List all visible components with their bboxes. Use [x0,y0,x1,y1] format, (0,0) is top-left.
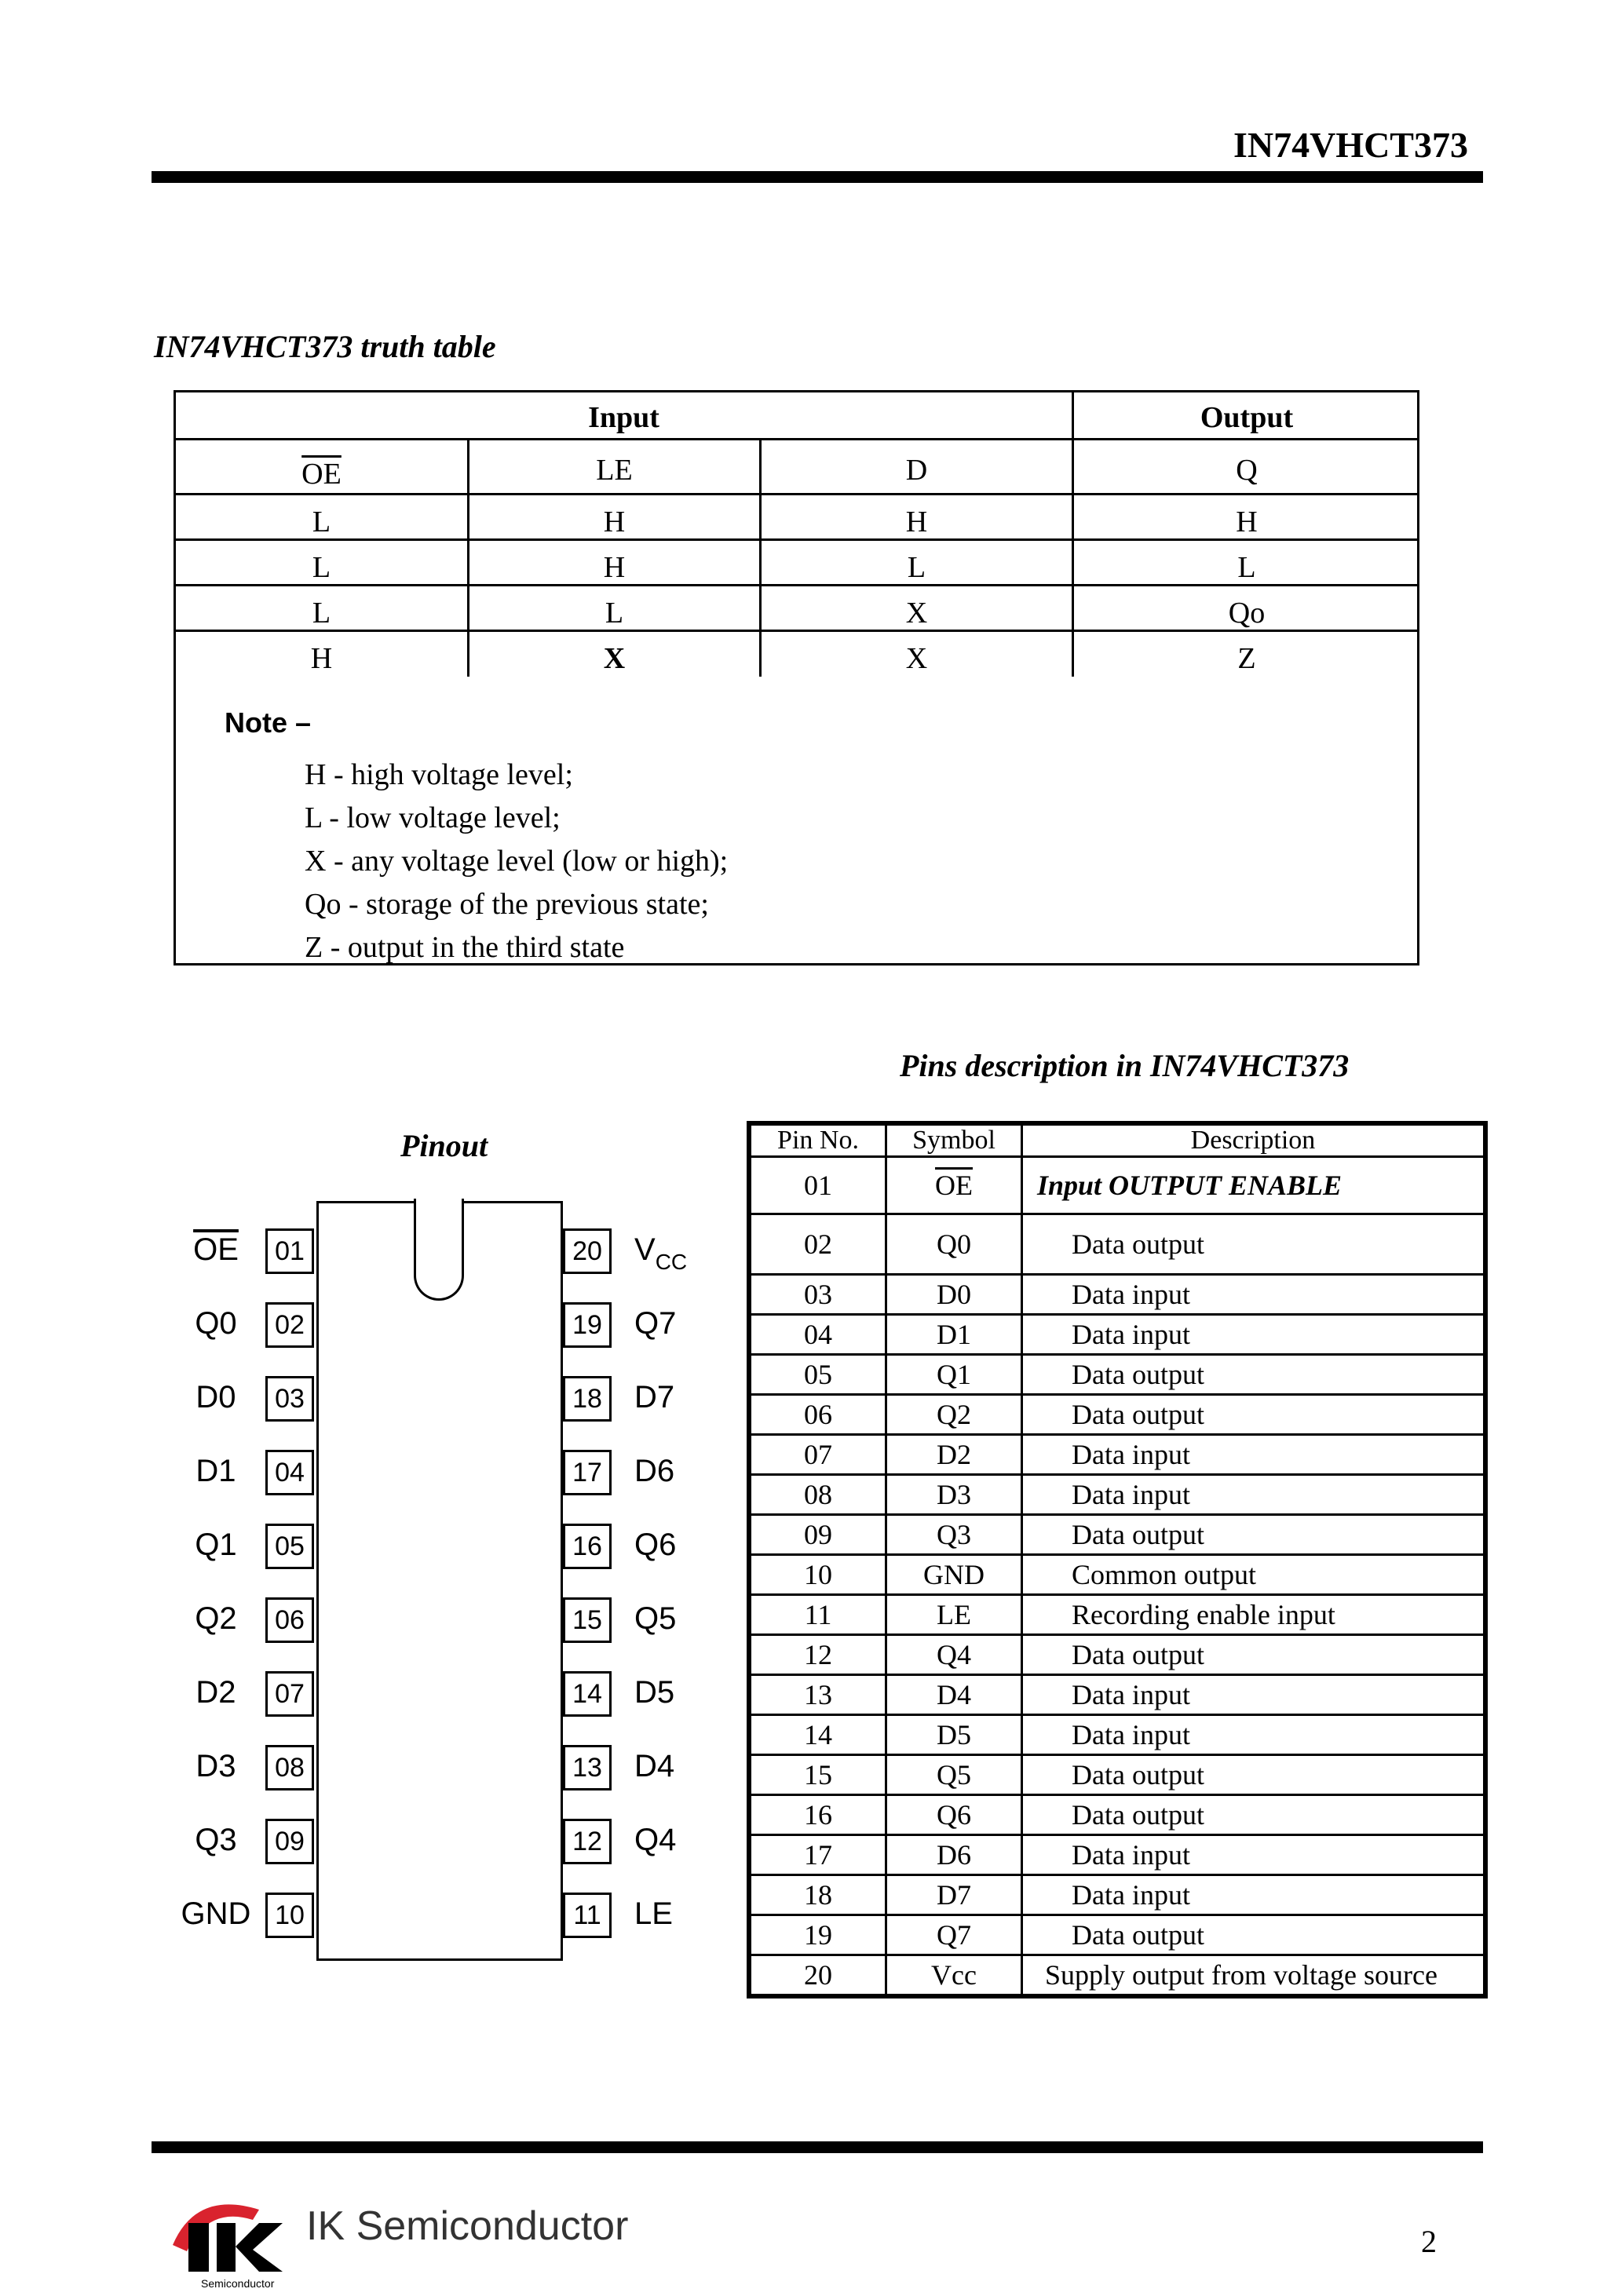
tt-cell: L [312,506,331,538]
symbol-cell: Q0 [886,1214,1022,1275]
pin-label [634,1675,674,1710]
pin-number-box: 08 [265,1745,314,1790]
pin-no-cell: 20 [751,1955,886,1995]
pin-number-box: 15 [563,1597,612,1643]
symbol-cell: Q1 [886,1355,1022,1395]
pin-label [634,1232,687,1275]
truth-table-title: IN74VHCT373 truth table [154,329,496,364]
description-cell: Recording enable input [1022,1595,1485,1635]
pin-number-box: 09 [265,1819,314,1864]
pins-table-row [751,1795,1485,1835]
pins-table-row [751,1157,1485,1214]
pins-table-row [751,1355,1485,1395]
pin-number-box: 01 [265,1228,314,1274]
symbol-cell: D4 [886,1675,1022,1715]
pins-table-row [751,1515,1485,1555]
document-title: IN74VHCT373 [1233,125,1468,165]
pin-number-box: 16 [563,1524,612,1569]
pin-number-box: 17 [563,1450,612,1495]
pin-number-box: 11 [563,1893,612,1938]
note-line: Z - output in the third state [305,931,625,964]
symbol-cell: Vcc [886,1955,1022,1995]
tt-cell: L [907,551,926,584]
pins-table-row [751,1755,1485,1795]
pin-label: D1 [195,1454,236,1488]
pins-table-row [751,1214,1485,1275]
pin-no-cell: 19 [751,1915,886,1955]
pin-number-box: 19 [563,1302,612,1348]
symbol-cell: D2 [886,1435,1022,1475]
pins-table-row [751,1715,1485,1755]
tt-cell: H [1236,506,1258,538]
pin-number-box: 20 [563,1228,612,1274]
description-cell: Data input [1022,1835,1485,1875]
pin-number-box: 04 [265,1450,314,1495]
symbol-cell: Q7 [886,1915,1022,1955]
pin-label [634,1528,676,1563]
description-cell: Data output [1022,1635,1485,1675]
pin-no-cell: 14 [751,1715,886,1755]
symbol-cell: D7 [886,1875,1022,1915]
footer-rule [152,2141,1483,2153]
pin-no-cell: 08 [751,1475,886,1515]
pin-label [634,1380,674,1415]
page-number: 2 [1421,2224,1437,2259]
description-cell: Data output [1022,1395,1485,1435]
pin-label-text: V [634,1232,656,1267]
ic-package [316,1201,563,1961]
pin-label: $\overline{OE}$ [193,1232,239,1267]
symbol-cell: Q4 [886,1635,1022,1675]
tt-cell: X [905,597,928,630]
description-cell: Input OUTPUT ENABLE [1022,1157,1485,1214]
pin-label: GND [181,1896,251,1931]
truth-table [174,390,1419,965]
pin-number-box: 07 [265,1671,314,1717]
pins-table-row [751,1555,1485,1595]
pin-no-cell: 07 [751,1435,886,1475]
pins-table-row [751,1835,1485,1875]
pin-number-box: 14 [563,1671,612,1717]
tt-cell: L [312,551,331,584]
pins-table-row [751,1875,1485,1915]
pin-number-box: 13 [563,1745,612,1790]
pin-no-cell: 16 [751,1795,886,1835]
pin-no-cell: 18 [751,1875,886,1915]
pins-table-row [751,1395,1485,1435]
pins-table-row [751,1595,1485,1635]
pin-no-cell: 13 [751,1675,886,1715]
description-cell: Common output [1022,1555,1485,1595]
note-line: Qo - storage of the previous state; [305,888,709,921]
symbol-cell: GND [886,1555,1022,1595]
pin-number-box: 03 [265,1376,314,1422]
pin-number-box: 05 [265,1524,314,1569]
pin-no-cell: 11 [751,1595,886,1635]
pin-label [634,1306,676,1341]
pin-no-cell: 01 [751,1157,886,1214]
tt-cell: Z [1237,642,1256,675]
note-title: Note – [225,706,312,739]
symbol-cell: Q6 [886,1795,1022,1835]
logo-small-text: Semiconductor [201,2277,275,2290]
symbol-cell: $\overline{OE}$ [886,1157,1022,1214]
description-cell: Data output [1022,1795,1485,1835]
pin-number-box: 18 [563,1376,612,1422]
description-cell: Data input [1022,1875,1485,1915]
pin-label: D3 [195,1749,236,1783]
pins-table-row [751,1915,1485,1955]
symbol-cell: D5 [886,1715,1022,1755]
symbol-cell: D6 [886,1835,1022,1875]
pins-table-row [751,1435,1485,1475]
description-cell: Data input [1022,1275,1485,1315]
pins-table-row [751,1475,1485,1515]
note-line: H - high voltage level; [305,758,573,791]
pin-label: Q1 [195,1528,237,1562]
pinout-title: Pinout [400,1128,488,1163]
pins-table [747,1121,1488,1999]
output-group-header: Output [1200,401,1294,434]
pin-number-box: 06 [265,1597,314,1643]
tt-cell: H [905,506,928,538]
description-cell: Data output [1022,1214,1485,1275]
pins-header-description: Description [1022,1125,1485,1157]
tt-cell: L [312,597,331,630]
pin-label-text: D5 [634,1675,675,1710]
tt-cell: X [905,642,928,675]
pin-no-cell: 06 [751,1395,886,1435]
pin-number-box: 12 [563,1819,612,1864]
description-cell: Data input [1022,1315,1485,1355]
pin-no-cell: 03 [751,1275,886,1315]
pins-header-pin-no: Pin No. [751,1125,886,1157]
description-cell: Data output [1022,1515,1485,1555]
pin-label: Q3 [195,1823,237,1857]
pin-label-text: Q6 [634,1528,677,1562]
pin-label: D0 [195,1380,236,1414]
pin-no-cell: 12 [751,1635,886,1675]
pin-label-text: D7 [634,1380,675,1414]
pin-label [634,1454,674,1489]
pins-table-row [751,1275,1485,1315]
symbol-cell: Q5 [886,1755,1022,1795]
pin-label-subscript: CC [655,1250,688,1274]
pin-no-cell: 10 [751,1555,886,1595]
company-name: IK Semiconductor [306,2203,629,2249]
symbol-cell: D1 [886,1315,1022,1355]
pins-table-row [751,1315,1485,1355]
symbol-cell: LE [886,1595,1022,1635]
pin-no-cell: 04 [751,1315,886,1355]
pin-no-cell: 09 [751,1515,886,1555]
pins-table-row [751,1955,1485,1995]
pins-header-symbol: Symbol [886,1125,1022,1157]
pin-no-cell: 05 [751,1355,886,1395]
col-header-d: D [905,454,928,487]
pins-table-row [751,1635,1485,1675]
description-cell: Data input [1022,1675,1485,1715]
pin-label [634,1823,676,1858]
pin-label-text: Q7 [634,1306,677,1341]
note-line: X - any voltage level (low or high); [305,845,729,878]
description-cell: Data input [1022,1475,1485,1515]
col-header-le: LE [596,454,633,487]
col-header-oe: $\overline{OE}$ [301,458,342,491]
tt-cell: L [1237,551,1256,584]
pin-no-cell: 17 [751,1835,886,1875]
description-cell: Data input [1022,1715,1485,1755]
symbol-cell: Q3 [886,1515,1022,1555]
description-cell: Data output [1022,1755,1485,1795]
pin-label [634,1896,673,1932]
col-header-q: Q [1236,454,1258,487]
description-cell: Data input [1022,1435,1485,1475]
tt-cell: Qo [1228,597,1266,630]
ik-logo [165,2190,298,2292]
pin-number-box: 10 [265,1893,314,1938]
tt-cell: H [310,642,333,675]
symbol-cell: D3 [886,1475,1022,1515]
tt-cell: H [603,506,626,538]
symbol-cell: D0 [886,1275,1022,1315]
description-cell: Data output [1022,1355,1485,1395]
pin-label: Q0 [195,1306,237,1341]
tt-cell: L [605,597,624,630]
pin-label-text: D4 [634,1749,675,1783]
ic-notch [414,1199,464,1301]
pins-table-row [751,1675,1485,1715]
tt-cell: H [603,551,626,584]
pin-no-cell: 15 [751,1755,886,1795]
pin-label-text: Q5 [634,1601,677,1636]
pin-label: D2 [195,1675,236,1710]
pin-number-box: 02 [265,1302,314,1348]
pin-label-text: Q4 [634,1823,677,1857]
pin-no-cell: 02 [751,1214,886,1275]
input-group-header: Input [588,401,659,434]
symbol-cell: Q2 [886,1395,1022,1435]
description-cell: Data output [1022,1915,1485,1955]
pin-label [634,1749,674,1784]
pin-label-text: LE [634,1896,673,1931]
tt-cell: X [603,642,626,675]
pins-table-title: Pins description in IN74VHCT373 [900,1048,1350,1083]
pin-label [634,1601,676,1637]
header-rule [152,171,1483,183]
note-line: L - low voltage level; [305,801,561,834]
ik-logo-icon [165,2190,298,2292]
pin-label: Q2 [195,1601,237,1636]
pin-label-text: D6 [634,1454,675,1488]
description-cell: Supply output from voltage source [1022,1955,1485,1995]
